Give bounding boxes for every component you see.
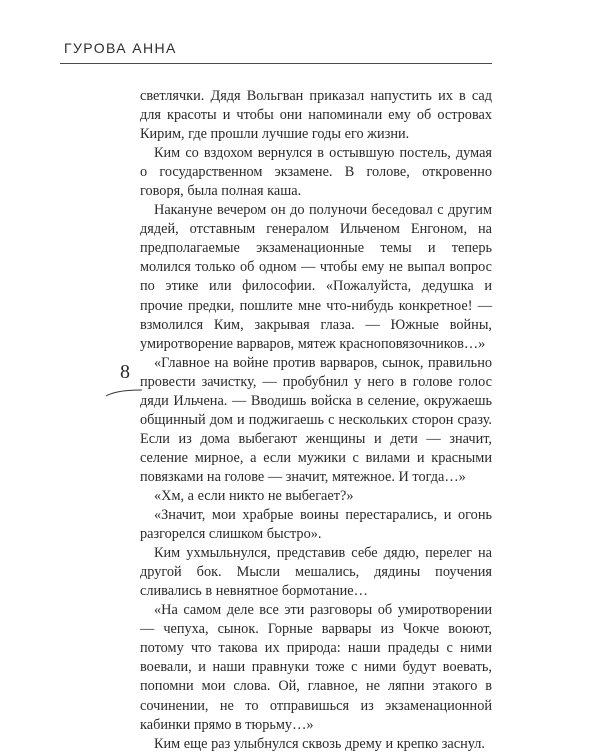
paragraph: «Хм, а если никто не выбегает?»	[154, 487, 354, 504]
paragraph: светлячки. Дядя Вольгван приказал напустить их в сад для красоты и чтобы они напоминали ему об островах Кирим, где прошли лучшие годы его жизни.	[140, 88, 492, 143]
page-number: 8	[120, 361, 130, 383]
page-number-ornament	[105, 389, 143, 397]
paragraph: «Значит, мои храбрые воины перестарались, и огонь разгорелся слишком быстро».	[140, 507, 492, 543]
running-head-author: ГУРОВА АННА	[64, 40, 177, 56]
paragraph: «На самом деле все эти разговоры об умиротворении — чепуха, сынок. Горные варвары из Чокче воюют, потому что такова их природа: наши прадеды с ними воевали, и наши правнуки тоже с ними будут воевать, попомни мои слова. Ой, главное, не ляпни этакого в сочинении, не то отправишься из экзаменационной кабинки прямо в тюрьму…»	[140, 602, 492, 733]
paragraph: Ким еще раз улыбнулся сквозь дрему и крепко заснул.	[154, 735, 485, 752]
body-text	[140, 87, 492, 754]
paragraph: «Главное на войне против варваров, сынок, правильно провести зачистку, — пробубнил у него в голове голос дяди Ильчена. — Вводишь войска в селение, окружаешь общинный дом и поджигаешь с нескольких сторон сразу. Если из дома выбегают женщины и дети — значит, селение мирное, а если мужики с вилами и красными повязками на голове — значит, мятежное. И тогда…»	[140, 354, 492, 485]
paragraph: Ким со вздохом вернулся в остывшую постель, думая о государственном экзамене. В голове, откровенно говоря, была полная каша.	[140, 145, 492, 200]
paragraph: Ким ухмыльнулся, представив себе дядю, перелег на другой бок. Мысли мешались, дядины поучения сливались в невнятное бормотание…	[140, 545, 492, 600]
paragraph: Накануне вечером он до полуночи беседовал с другим дядей, отставным генералом Ильченом Енгоном, на предполагаемые экзаменационные темы и теперь молился только об одном — чтобы ему не выпал вопрос по этике или философии. «Пожалуйста, дедушка и прочие предки, пошлите мне что-нибудь конкретное! — взмолился Ким, закрывая глаза. — Южные войны, умиротворение варваров, мятеж красноповязочников…»	[140, 202, 492, 352]
header-rule	[60, 63, 492, 64]
